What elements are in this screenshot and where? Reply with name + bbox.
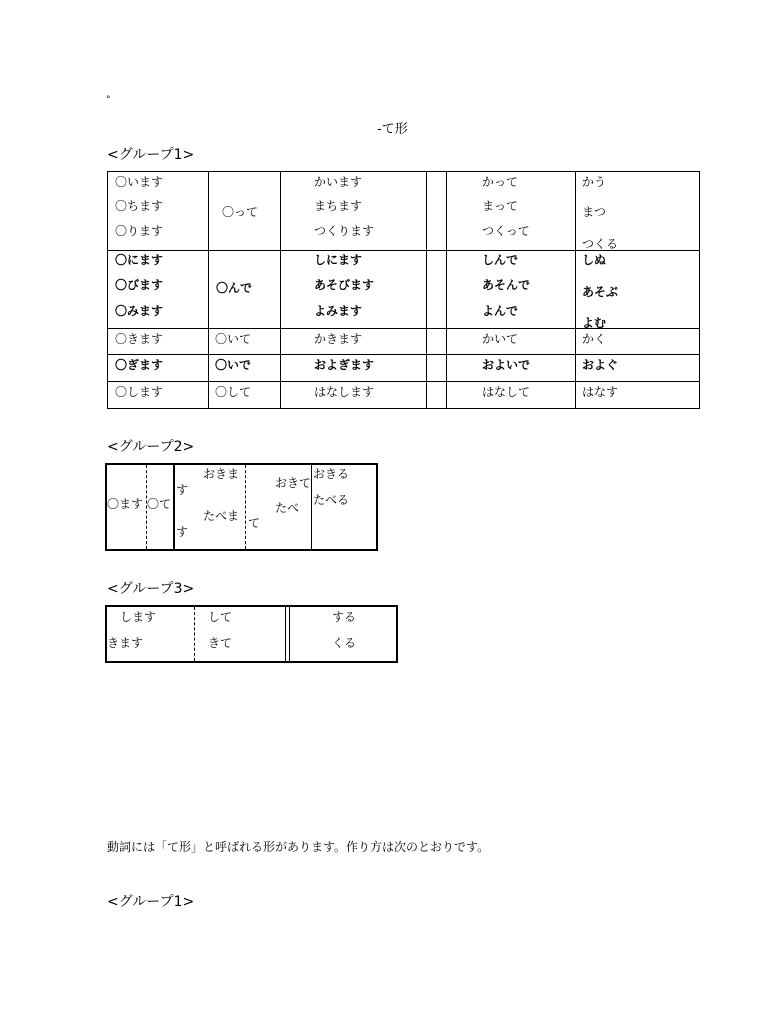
teform-cell: つくって <box>482 224 530 238</box>
teform-cell: よんで <box>482 304 519 318</box>
group1-heading-bottom: <グループ1> <box>107 894 195 910</box>
dict-cell: よむ <box>582 316 607 330</box>
dict-cell: つくる <box>582 237 619 251</box>
masu-cell: あそびます <box>314 278 375 292</box>
teform-cell: たべ <box>275 501 300 515</box>
pattern-cell: 〇います <box>115 175 164 189</box>
teform-cell: かって <box>482 175 519 189</box>
masu-cell: かきます <box>314 332 363 346</box>
teform-cell: して <box>208 610 233 624</box>
dict-cell: する <box>332 610 357 624</box>
pattern-cell: 〇きます <box>115 332 164 346</box>
dict-cell: はなす <box>582 385 619 399</box>
group3-heading: <グループ3> <box>107 581 195 597</box>
teform-cell: はなして <box>482 385 531 399</box>
su-fragment: す <box>176 483 189 497</box>
double-divider <box>285 605 286 663</box>
table-border-top <box>105 605 398 607</box>
masu-cell: はなします <box>314 385 375 399</box>
bullet-dot: ° <box>106 95 111 105</box>
su-fragment: す <box>176 525 189 539</box>
dict-cell: あそぶ <box>582 285 619 299</box>
pattern-cell: 〇ぎます <box>115 358 164 372</box>
dict-cell: しぬ <box>582 253 607 267</box>
dashed-divider <box>194 607 195 661</box>
teform-cell: おきて <box>275 476 312 490</box>
masu-cell: きます <box>107 636 144 650</box>
masu-cell: しにます <box>314 253 363 267</box>
te-fragment: て <box>248 516 261 530</box>
te-ending-cell: 〇いて <box>215 332 252 346</box>
teform-cell: かいて <box>482 332 519 346</box>
pattern-cell: 〇みます <box>115 304 164 318</box>
masu-cell: たべま <box>203 509 240 523</box>
masu-cell: おきま <box>203 467 240 481</box>
dict-cell: たべる <box>313 493 350 507</box>
group1-heading: <グループ1> <box>107 147 195 163</box>
pattern-cell: 〇びます <box>115 278 164 292</box>
double-divider <box>289 605 290 663</box>
masu-cell: よみます <box>314 304 363 318</box>
masu-cell: およぎます <box>314 358 375 372</box>
dict-cell: かう <box>582 175 607 189</box>
pattern-cell: 〇にます <box>115 253 164 267</box>
teform-cell: しんで <box>482 253 519 267</box>
page-title: -て形 <box>377 122 408 137</box>
masu-cell: つくります <box>314 224 375 238</box>
teform-cell: あそんで <box>482 278 531 292</box>
dict-cell: おきる <box>313 467 350 481</box>
teform-cell: まって <box>482 199 519 213</box>
te-ending-cell: 〇んで <box>216 281 253 295</box>
masu-cell: まちます <box>314 199 363 213</box>
dict-cell: くる <box>332 636 357 650</box>
table-border-bottom <box>105 661 398 663</box>
pattern-cell: 〇ります <box>115 224 164 238</box>
dict-cell: およぐ <box>582 358 619 372</box>
masu-cell: します <box>120 610 157 624</box>
te-ending-cell: 〇って <box>222 205 259 219</box>
dict-cell: まつ <box>582 205 607 219</box>
te-ending-cell: 〇て <box>147 497 172 511</box>
te-ending-cell: 〇いで <box>215 358 252 372</box>
intro-paragraph: 動詞には「て形」と呼ばれる形があります。作り方は次のとおりです。 <box>107 840 490 854</box>
masu-cell: かいます <box>314 175 363 189</box>
dict-cell: かく <box>582 332 607 346</box>
teform-cell: きて <box>208 636 233 650</box>
group2-heading: <グループ2> <box>107 439 195 455</box>
teform-cell: およいで <box>482 358 531 372</box>
te-ending-cell: 〇して <box>215 385 252 399</box>
pattern-cell: 〇します <box>115 385 164 399</box>
pattern-cell: 〇ます <box>107 497 144 511</box>
table-border-right <box>396 605 398 663</box>
pattern-cell: 〇ちます <box>115 199 164 213</box>
